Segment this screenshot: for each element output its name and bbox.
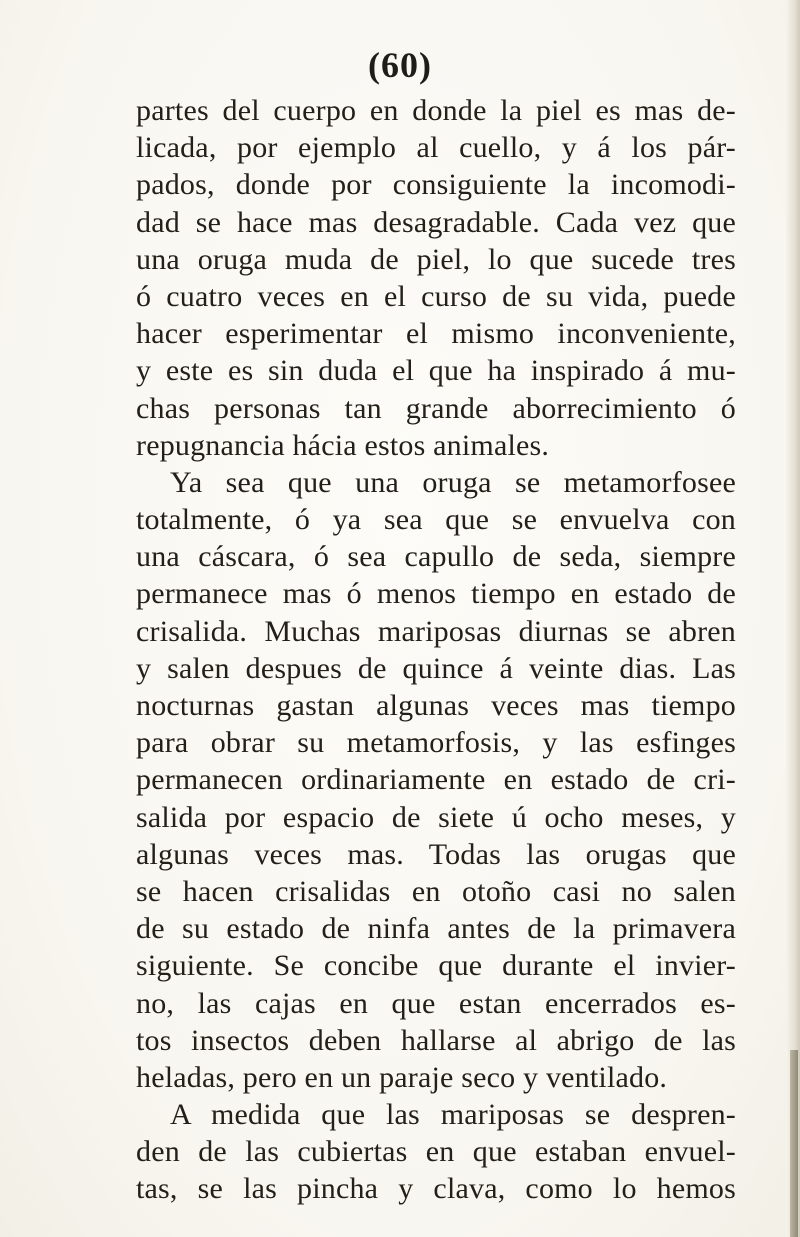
text-line: algunas veces mas. Todas las orugas que [136,837,736,871]
body-text [136,92,736,1208]
text-line: siguiente. Se concibe que durante el invier- [136,949,736,983]
text-line: partes del cuerpo en donde la piel es mas de- [136,94,736,127]
text-line: se hacen crisalidas en otoño casi no salen [136,874,736,908]
text-line: tos insectos deben hallarse al abrigo de las [136,1023,736,1057]
text-line: de su estado de ninfa antes de la primavera [136,912,736,946]
page-edge-dark [790,1050,798,1237]
text-line: para obrar su metamorfosis, y las esfinges [136,726,736,760]
text-line: y este es sin duda el que ha inspirado á mu- [136,354,736,388]
text-line: Ya sea que una oruga se metamorfosee [170,465,736,499]
text-line: permanece mas ó menos tiempo en estado de [136,577,736,611]
text-line: crisalida. Muchas mariposas diurnas se abren [136,614,736,648]
text-line: totalmente, ó ya sea que se envuelva con [136,503,736,537]
text-line: chas personas tan grande aborrecimiento ó [136,391,736,425]
text-line: hacer esperimentar el mismo inconveniente, [136,317,736,351]
page-number: (60) [368,45,432,85]
text-line: heladas, pero en un paraje seco y ventilado. [136,1060,668,1094]
text-line: ó cuatro veces en el curso de su vida, puede [136,279,736,313]
text-line: dad se hace mas desagradable. Cada vez que [136,205,736,239]
text-line: den de las cubiertas en que estaban envuel- [136,1135,736,1169]
text-line: permanecen ordinariamente en estado de cri- [136,763,736,797]
text-line: pados, donde por consiguiente la incomodi- [136,168,736,202]
text-line: tas, se las pincha y clava, como lo hemos [136,1172,736,1206]
text-line: A medida que las mariposas se despren- [170,1098,736,1132]
text-line: una cáscara, ó sea capullo de seda, siempre [136,540,736,574]
text-line: salida por espacio de siete ú ocho meses, y [136,800,736,834]
text-line: repugnancia hácia estos animales. [136,428,550,462]
text-line: no, las cajas en que estan encerrados es- [136,986,736,1020]
text-line: una oruga muda de piel, lo que sucede tres [136,242,736,276]
text-line: nocturnas gastan algunas veces mas tiempo [136,689,736,722]
text-line: licada, por ejemplo al cuello, y á los pár- [136,131,736,165]
text-line: y salen despues de quince á veinte dias. Las [136,651,736,685]
